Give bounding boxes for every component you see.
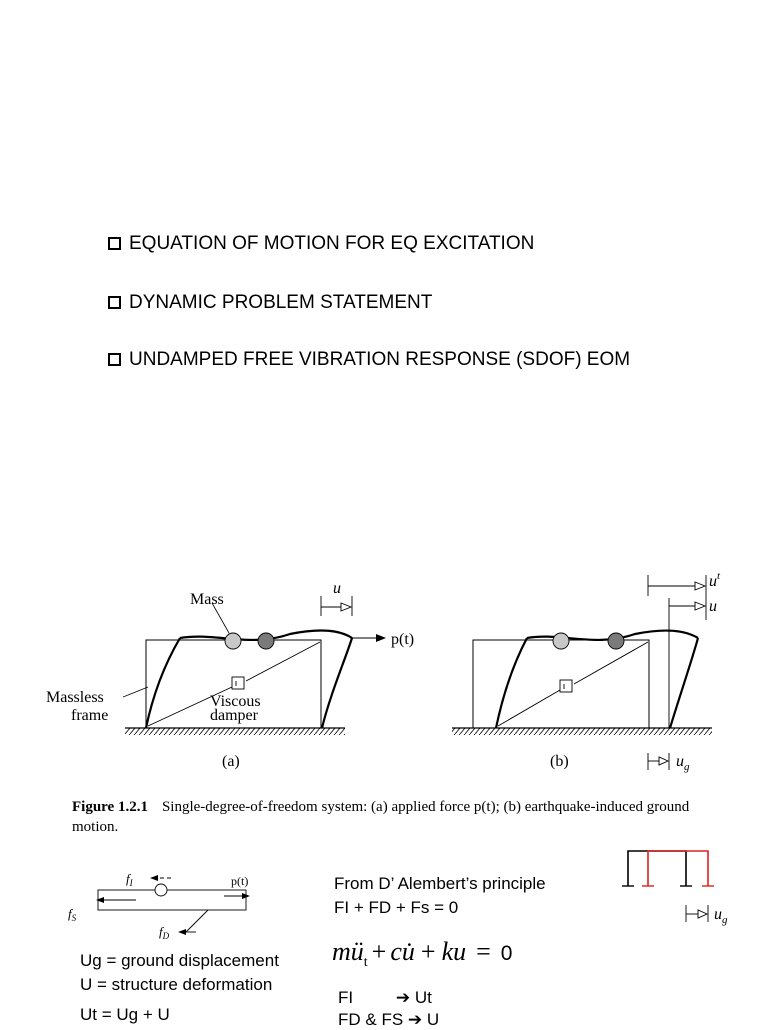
map-fi — [338, 988, 432, 1008]
eq-m: m — [332, 937, 351, 966]
fd-arrow-icon — [178, 929, 186, 935]
force-arrow-icon — [376, 634, 386, 642]
eq-plus2: + — [420, 937, 436, 966]
checkbox-square-icon — [108, 237, 121, 250]
bullet-undamped-free-vibration — [108, 349, 630, 371]
label-u-b: u — [709, 598, 717, 615]
label-ug-small: $u_g$ — [714, 906, 728, 926]
mass-undeformed-icon — [225, 633, 241, 649]
u-arrow-b-icon — [695, 602, 705, 610]
map-fdfs-target: U — [426, 1010, 440, 1029]
equation-of-motion — [332, 937, 512, 971]
damper-icon — [560, 680, 572, 692]
label-fi: $f_I$ — [126, 871, 133, 888]
sdof-figure — [0, 560, 768, 785]
frame-sketch — [618, 846, 728, 892]
fbd-mass-icon — [155, 884, 167, 896]
panel-b — [452, 570, 721, 773]
eq-u: u — [453, 937, 467, 966]
ug-arrow-icon — [659, 757, 668, 765]
note-sum-forces: FI + FD + Fs = 0 — [334, 898, 459, 917]
bullet-eom-eq — [108, 233, 534, 255]
bullet-dynamic-problem — [108, 292, 432, 314]
note-u-definition: U = structure deformation — [80, 975, 273, 994]
bullet-text: DYNAMIC PROBLEM STATEMENT — [129, 292, 433, 313]
eq-c: c — [390, 937, 402, 966]
label-sub-b: (b) — [550, 753, 569, 770]
label-massless: Massless — [46, 689, 104, 706]
eq-equals: = — [476, 937, 491, 966]
checkbox-square-icon — [108, 353, 121, 366]
eq-ud: u̇ — [401, 937, 415, 966]
checkbox-square-icon — [108, 296, 121, 309]
label-fbd-pt: p(t) — [231, 874, 249, 888]
deformed-column-right-b — [670, 638, 698, 728]
free-body-diagram — [66, 866, 266, 940]
ut-arrow-icon — [695, 582, 705, 590]
ug-arrow-icon — [698, 910, 707, 918]
map-fi-label: FI — [338, 988, 354, 1007]
label-viscous: Viscous — [210, 693, 261, 710]
map-fdfs-label: FD & FS — [338, 1010, 404, 1029]
label-fd: $f_D$ — [159, 924, 170, 940]
fs-arrow-icon — [96, 897, 104, 903]
label-force-pt: p(t) — [391, 631, 415, 648]
label-damper: damper — [210, 707, 258, 724]
label-u-a: u — [333, 580, 341, 597]
bullet-text: UNDAMPED FREE VIBRATION RESPONSE (SDOF) EOM — [129, 349, 631, 370]
arrow-right-icon: ➔ — [407, 1010, 423, 1029]
deformed-column-right-a — [322, 638, 352, 728]
ground-hatch-b — [452, 728, 712, 735]
mass-displaced-icon — [608, 633, 624, 649]
figure-caption — [72, 797, 722, 837]
label-ut: $u^t$ — [709, 570, 721, 590]
damper-icon — [232, 677, 244, 689]
ug-marker-small — [684, 902, 744, 928]
mass-displaced-icon — [258, 633, 274, 649]
eq-udd: ü — [350, 937, 364, 966]
arrow-right-icon: ➔ — [395, 988, 411, 1007]
map-fi-target: Ut — [414, 988, 432, 1007]
note-ug-definition: Ug = ground displacement — [80, 951, 279, 970]
eq-zero: 0 — [500, 942, 513, 965]
u-arrow-icon — [341, 603, 351, 611]
eq-plus1: + — [371, 937, 387, 966]
map-fdfs — [338, 1010, 439, 1030]
label-mass: Mass — [190, 591, 224, 608]
ground-hatch-a — [125, 728, 345, 735]
bullet-text: EQUATION OF MOTION FOR EQ EXCITATION — [129, 233, 535, 254]
caption-text: Single-degree-of-freedom system: (a) applied force p(t); (b) earthquake-induced ground motion. — [72, 799, 690, 835]
deformed-column-left-a — [146, 638, 180, 728]
note-dalembert: From D’ Alembert’s principle — [334, 874, 546, 893]
mass-undeformed-icon — [553, 633, 569, 649]
caption-number: Figure 1.2.1 — [72, 799, 148, 815]
note-ut-definition: Ut = Ug + U — [80, 1005, 170, 1024]
eq-t: t — [363, 955, 368, 971]
label-ug: $u_g$ — [676, 753, 690, 773]
panel-a — [46, 580, 414, 770]
deformed-column-left-b — [496, 638, 527, 728]
label-sub-a: (a) — [222, 753, 240, 770]
eq-k: k — [441, 937, 454, 966]
label-fs: $f_S$ — [68, 906, 77, 923]
label-frame: frame — [71, 707, 109, 724]
